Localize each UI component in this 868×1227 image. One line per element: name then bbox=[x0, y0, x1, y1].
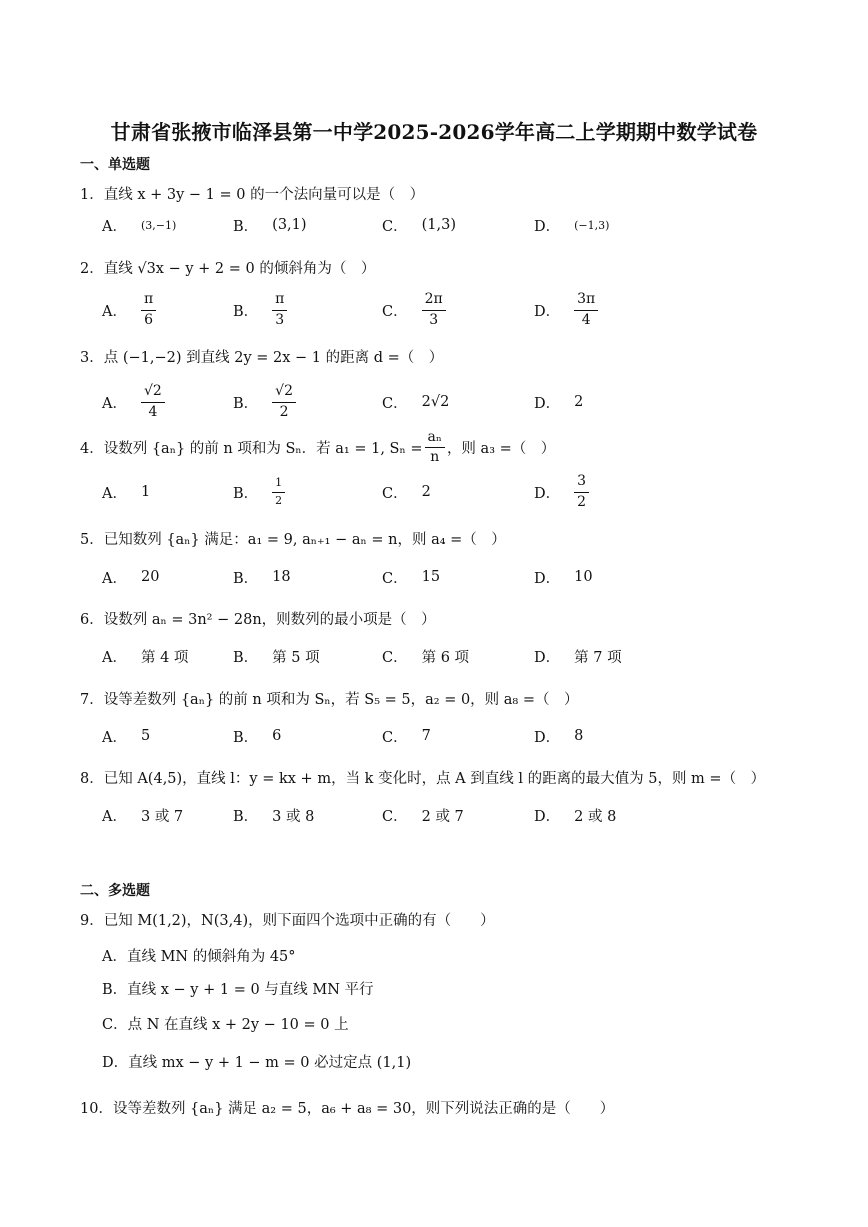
exam-title: 甘肃省张掖市临泽县第一中学2025-2026学年高二上学期期中数学试卷 bbox=[110, 120, 758, 144]
question-2-options bbox=[102, 288, 802, 332]
option-a[interactable]: A． 5 bbox=[102, 728, 151, 746]
option-a[interactable]: A． $\frac{\pi}{6}$ bbox=[102, 288, 156, 332]
question-10: 10．设等差数列 {aₙ} 满足 a₂ = 5，a₆ + a₈ = 30，则下列说法正确的是（ ） bbox=[80, 1101, 615, 1117]
option-c[interactable]: C． 2√2 bbox=[382, 394, 450, 412]
option-c[interactable]: C． $\frac{2\pi}{3}$ bbox=[382, 288, 446, 332]
option-b[interactable]: B． $\frac{\pi}{3}$ bbox=[233, 288, 287, 332]
option-c[interactable]: C． 15 bbox=[382, 569, 441, 587]
question-8-options bbox=[102, 793, 802, 837]
question-4: 4．设数列 {aₙ} 的前 n 项和为 Sₙ．若 a₁ = 1, Sₙ = $\frac{\text{aₙ}}{n}$ ，则 a₃ =（ ） bbox=[80, 429, 556, 466]
section-single-choice: 一、单选题 bbox=[80, 157, 150, 173]
section-multiple-choice: 二、多选题 bbox=[80, 883, 150, 899]
fraction: $\frac{\text{aₙ}}{n}$ bbox=[425, 430, 445, 466]
question-5: 5．已知数列 {aₙ} 满足：a₁ = 9, aₙ₊₁ − aₙ = n，则 a₄ =（ ） bbox=[80, 532, 506, 548]
fraction: $\frac{√2}{2}$ bbox=[272, 384, 296, 420]
fraction: $\frac{2\pi}{3}$ bbox=[422, 292, 446, 328]
fraction: $\frac{√2}{4}$ bbox=[141, 384, 165, 420]
question-4-options bbox=[102, 470, 802, 514]
option-a[interactable]: A． 20 bbox=[102, 569, 160, 587]
question-6: 6．设数列 aₙ = 3n² − 28n，则数列的最小项是（ ） bbox=[80, 612, 436, 628]
question-5-options bbox=[102, 555, 802, 599]
option-a[interactable]: A． 1 bbox=[102, 484, 151, 502]
question-6-options bbox=[102, 634, 802, 678]
option-a[interactable]: A． $\frac{√2}{4}$ bbox=[102, 380, 165, 424]
option-d[interactable]: D． 8 bbox=[534, 728, 584, 746]
option-b[interactable]: B． $\frac{√2}{2}$ bbox=[233, 380, 296, 424]
question-8: 8．已知 A(4,5)，直线 l：y = kx + m，当 k 变化时，点 A 到直线 l 的距离的最大值为 5，则 m =（ ） bbox=[80, 771, 766, 787]
option-a[interactable]: A． 3 或 7 bbox=[102, 808, 184, 825]
option-d[interactable]: D．直线 mx − y + 1 − m = 0 必过定点 (1,1) bbox=[102, 1055, 412, 1071]
question-7: 7．设等差数列 {aₙ} 的前 n 项和为 Sₙ，若 S₅ = 5，a₂ = 0，则 a₈ =（ ） bbox=[80, 692, 579, 708]
option-d[interactable]: D． (−1,3) bbox=[534, 218, 610, 235]
option-b[interactable]: B． (3,1) bbox=[233, 217, 307, 235]
option-d[interactable]: D． 2 bbox=[534, 394, 584, 412]
option-b[interactable]: B． 18 bbox=[233, 569, 291, 587]
option-d[interactable]: D． 2 或 8 bbox=[534, 808, 617, 825]
option-d[interactable]: D． $\frac{3}{2}$ bbox=[534, 470, 589, 514]
fraction: $\frac{\pi}{6}$ bbox=[141, 292, 156, 328]
fraction: $\frac{1}{2}$ bbox=[272, 477, 285, 506]
question-1-options bbox=[102, 203, 802, 247]
option-c[interactable]: C． (1,3) bbox=[382, 217, 456, 235]
option-b[interactable]: B． 第 5 项 bbox=[233, 649, 320, 666]
option-a[interactable]: A．直线 MN 的倾斜角为 45° bbox=[102, 949, 296, 965]
option-c[interactable]: C． 2 或 7 bbox=[382, 808, 464, 825]
option-c[interactable]: C． 2 bbox=[382, 484, 431, 502]
option-b[interactable]: B． $\frac{1}{2}$ bbox=[233, 470, 285, 514]
option-a[interactable]: A． (3,−1) bbox=[102, 218, 177, 235]
option-a[interactable]: A． 第 4 项 bbox=[102, 649, 189, 666]
option-d[interactable]: D． 第 7 项 bbox=[534, 649, 622, 666]
fraction: $\frac{\pi}{3}$ bbox=[272, 292, 287, 328]
option-c[interactable]: C． 第 6 项 bbox=[382, 649, 470, 666]
option-b[interactable]: B． 6 bbox=[233, 728, 282, 746]
option-c[interactable]: C． 7 bbox=[382, 728, 431, 746]
option-b[interactable]: B．直线 x − y + 1 = 0 与直线 MN 平行 bbox=[102, 982, 374, 998]
option-c[interactable]: C．点 N 在直线 x + 2y − 10 = 0 上 bbox=[102, 1017, 349, 1033]
question-1: 1．直线 x + 3y − 1 = 0 的一个法向量可以是（ ） bbox=[80, 187, 425, 203]
question-3: 3．点 (−1,−2) 到直线 2y = 2x − 1 的距离 d =（ ） bbox=[80, 350, 444, 366]
fraction: $\frac{3\pi}{4}$ bbox=[574, 292, 598, 328]
option-d[interactable]: D． $\frac{3\pi}{4}$ bbox=[534, 288, 598, 332]
option-b[interactable]: B． 3 或 8 bbox=[233, 808, 315, 825]
question-2: 2．直线 √3x − y + 2 = 0 的倾斜角为（ ） bbox=[80, 261, 376, 277]
fraction: $\frac{3}{2}$ bbox=[574, 474, 589, 510]
option-d[interactable]: D． 10 bbox=[534, 569, 593, 587]
question-9: 9．已知 M(1,2)，N(3,4)，则下面四个选项中正确的有（ ） bbox=[80, 913, 495, 929]
question-3-options bbox=[102, 380, 802, 424]
question-7-options bbox=[102, 714, 802, 758]
